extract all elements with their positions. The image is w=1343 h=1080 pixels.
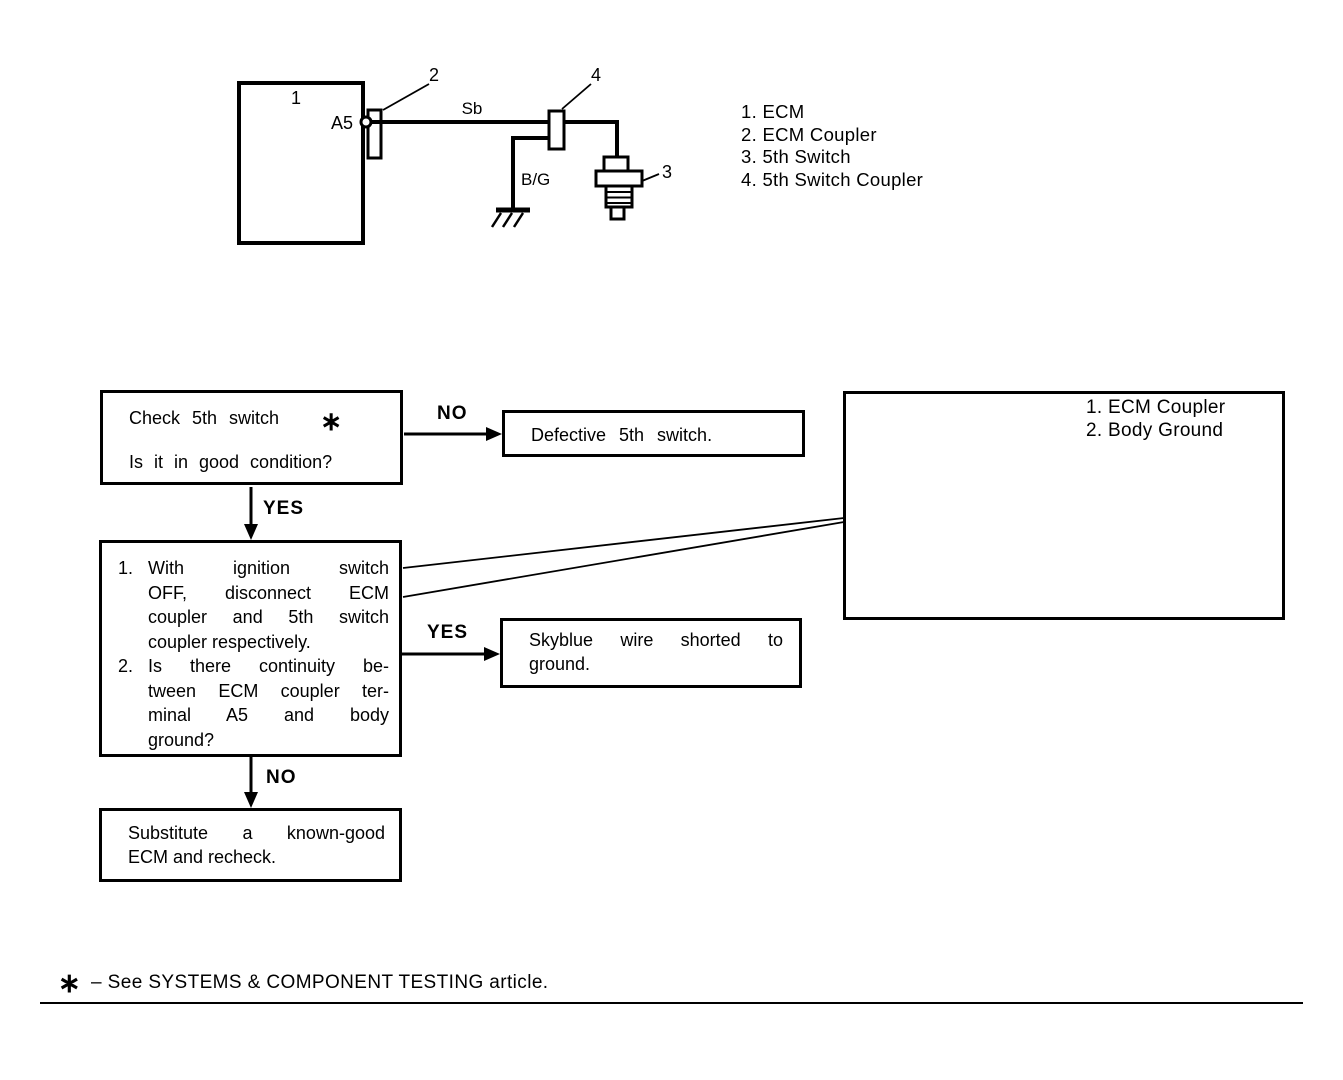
coupler-number-label: 2 <box>428 65 440 85</box>
wire-sb-label: Sb <box>461 99 483 118</box>
yes-label-2: YES <box>427 622 469 643</box>
no-label-1: NO <box>437 403 468 424</box>
callout-leader-2 <box>383 84 429 110</box>
terminal-a5-pin <box>361 117 371 127</box>
callout-wedge-bottom <box>403 522 844 597</box>
result-defective-switch <box>502 410 805 457</box>
footnote-text: – See SYSTEMS & COMPONENT TESTING article. <box>91 972 549 993</box>
switch-number-label: 3 <box>661 162 673 182</box>
legend-item: 1. ECM Coupler <box>1086 397 1226 418</box>
result-substitute-ecm: Substitute a known-good ECM and recheck. <box>99 808 402 882</box>
footnote <box>58 968 549 998</box>
5th-switch-symbol <box>596 157 642 219</box>
terminal-a5-label: A5 <box>330 113 353 133</box>
yes-label-1: YES <box>263 498 305 519</box>
callout-leader-4 <box>562 84 591 109</box>
legend-item: 3. 5th Switch <box>741 146 851 167</box>
circuit-diagram <box>239 65 672 243</box>
ground-symbol <box>492 210 530 227</box>
wire-bg-label: B/G <box>521 170 551 189</box>
switch-coupler-number-label: 4 <box>590 65 602 85</box>
defective-switch-text: Defective 5th switch. <box>531 425 713 445</box>
result-shorted-wire: Skyblue wire shorted to ground. <box>500 618 802 688</box>
flow-step-check-switch <box>100 390 403 485</box>
footnote-asterisk-icon: ∗ <box>58 968 82 998</box>
footnote-asterisk-icon: ∗ <box>320 406 342 437</box>
legend-item: 2. Body Ground <box>1086 420 1224 441</box>
legend-item: 4. 5th Switch Coupler <box>741 168 924 190</box>
bottom-rule <box>40 1002 1303 1004</box>
illustration-legend <box>1086 396 1225 442</box>
check-switch-text: Check 5th switch <box>129 408 280 428</box>
check-switch-question: Is it in good condition? <box>129 451 333 472</box>
callout-wedge-top <box>403 518 844 568</box>
ecm-number-label: 1 <box>290 88 302 108</box>
legend-item: 1. ECM <box>741 101 805 122</box>
switch-coupler-symbol <box>549 111 564 149</box>
instruction-item-1: 1. With ignition switch OFF, disconnect ECM coupler and 5th switch coupler respectively. <box>118 558 389 652</box>
wire-to-switch <box>564 122 617 157</box>
circuit-legend <box>741 101 923 191</box>
legend-item: 2. ECM Coupler <box>741 123 877 145</box>
no-label-2: NO <box>266 767 297 788</box>
flow-step-continuity-test <box>99 540 402 757</box>
callout-leader-3 <box>642 174 659 181</box>
instruction-item-2: 2. Is there continuity be- tween ECM coupler ter- minal A5 and body ground? <box>118 656 389 750</box>
